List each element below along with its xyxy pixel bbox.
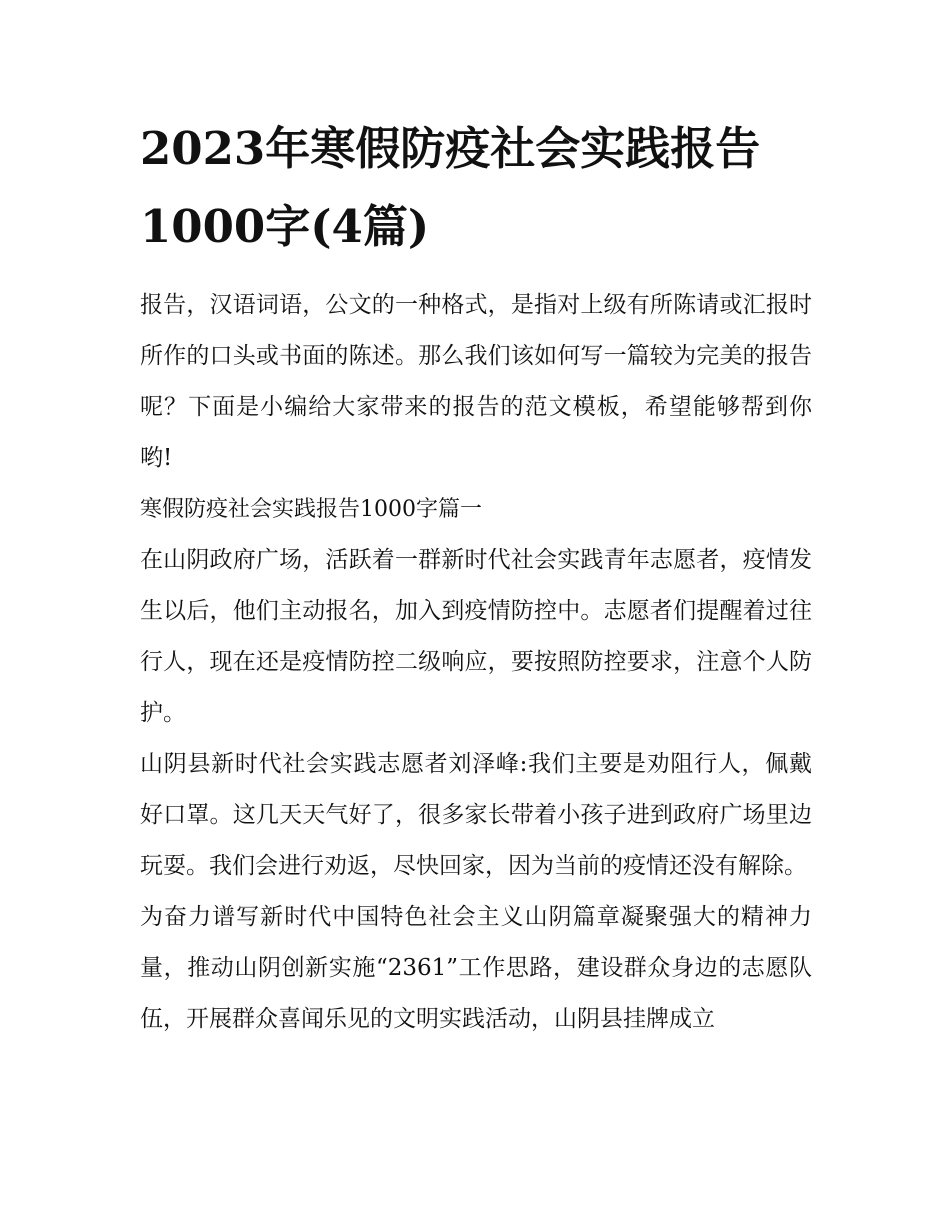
document-title: 2023年寒假防疫社会实践报告1000字(4篇) bbox=[140, 122, 761, 253]
section-heading: 寒假防疫社会实践报告1000字篇一 bbox=[140, 497, 482, 522]
body-paragraph-2: 山阴县新时代社会实践志愿者刘泽峰:我们主要是劝阻行人，佩戴好口罩。这几天天气好了，很多家长带着小孩子进到政府广场里边玩耍。我们会进行劝返，尽快回家，因为当前的疫情还没有解除。 bbox=[140, 751, 812, 879]
body-paragraph-3: 为奋力谱写新时代中国特色社会主义山阴篇章凝聚强大的精神力量，推动山阴创新实施“2361”工作思路，建设群众身边的志愿队伍，开展群众喜闻乐见的文明实践活动，山阴县挂牌成立 bbox=[140, 904, 812, 1032]
document-page bbox=[140, 110, 812, 1045]
body-paragraph-1: 在山阴政府广场，活跃着一群新时代社会实践青年志愿者，疫情发生以后，他们主动报名，加入到疫情防控中。志愿者们提醒着过往行人，现在还是疫情防控二级响应，要按照防控要求，注意个人防护。 bbox=[140, 547, 812, 726]
intro-paragraph: 报告，汉语词语，公文的一种格式，是指对上级有所陈请或汇报时所作的口头或书面的陈述。那么我们该如何写一篇较为完美的报告呢？下面是小编给大家带来的报告的范文模板，希望能够帮到你哟! bbox=[140, 292, 812, 471]
